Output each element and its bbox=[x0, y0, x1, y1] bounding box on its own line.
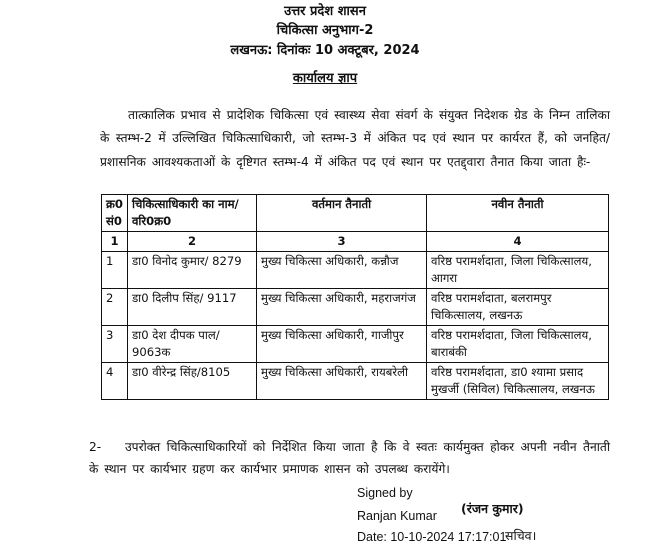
row-officer-name: डा0 देश दीपक पाल/ 9063क bbox=[127, 326, 256, 363]
table-header-row bbox=[102, 195, 609, 232]
column-number: 4 bbox=[427, 232, 609, 252]
signer-designation: सचिव। bbox=[505, 528, 537, 543]
signer-name-english: Ranjan Kumar bbox=[357, 509, 437, 523]
header-officer-name: चिकित्साधिकारी का नाम/ वरि0क्र0 bbox=[127, 195, 256, 232]
instruction-paragraph bbox=[89, 436, 610, 480]
row-new-posting: वरिष्ठ परामर्शदाता, बलरामपुर चिकित्सालय, लखनऊ bbox=[427, 289, 609, 326]
header-section: चिकित्सा अनुभाग-2 bbox=[276, 23, 374, 38]
row-current-posting: मुख्य चिकित्सा अधिकारी, रायबरेली bbox=[257, 363, 427, 400]
row-officer-name: डा0 दिलीप सिंह/ 9117 bbox=[127, 289, 256, 326]
header-place-date: लखनऊ: दिनांकः 10 अक्टूबर, 2024 bbox=[230, 43, 420, 58]
row-serial: 2 bbox=[102, 289, 128, 326]
instruction-text: उपरोक्त चिकित्साधिकारियों को निर्देशित किया जाता है कि वे स्वतः कार्यमुक्त होकर अपनी नवीन तैनाती के स्थान पर कार्यभार ग्रहण कर कार्यभार प्रमाणक शासन को उपलब्ध करायेंगे। bbox=[89, 440, 610, 476]
row-new-posting: वरिष्ठ परामर्शदाता, जिला चिकित्सालय, आगरा bbox=[427, 252, 609, 289]
column-number-row bbox=[102, 232, 609, 252]
signer-name-hindi: (रंजन कुमार) bbox=[461, 501, 524, 516]
header-serial: क्र0 सं0 bbox=[102, 195, 128, 232]
paragraph-number: 2- bbox=[89, 440, 102, 454]
table-row bbox=[102, 289, 609, 326]
row-officer-name: डा0 विनोद कुमार/ 8279 bbox=[127, 252, 256, 289]
row-officer-name: डा0 वीरेन्द्र सिंह/8105 bbox=[127, 363, 256, 400]
row-serial: 4 bbox=[102, 363, 128, 400]
header-new-posting: नवीन तैनाती bbox=[427, 195, 609, 232]
row-serial: 1 bbox=[102, 252, 128, 289]
document-title: कार्यालय ज्ञाप bbox=[292, 71, 358, 86]
column-number: 1 bbox=[102, 232, 128, 252]
row-new-posting: वरिष्ठ परामर्शदाता, डा0 श्यामा प्रसाद मुखर्जी (सिविल) चिकित्सालय, लखनऊ bbox=[427, 363, 609, 400]
table-row bbox=[102, 326, 609, 363]
table-row bbox=[102, 252, 609, 289]
signed-by-label: Signed by bbox=[357, 486, 413, 500]
header-state-government: उत्तर प्रदेश शासन bbox=[284, 4, 366, 19]
posting-table bbox=[101, 194, 609, 400]
intro-paragraph: तात्कालिक प्रभाव से प्रादेशिक चिकित्सा एवं स्वास्थ्य सेवा संवर्ग के संयुक्त निदेशक ग्रेड के निम्न तालिका के स्तम्भ-2 में उल्लिखित चिकित्साधिकारी, जो स्तम्भ-3 में अंकित पद एवं स्थान पर कार्यरत हैं, को जनहित/ प्रशासनिक आवश्यकताओं के दृष्टिगत स्तम्भ-4 में अंकित पद एवं स्थान पर एतद्द्वारा तैनात किया जाता हैः- bbox=[100, 108, 610, 169]
header-current-posting: वर्तमान तैनाती bbox=[257, 195, 427, 232]
signature-date: Date: 10-10-2024 17:17:01 bbox=[357, 530, 507, 544]
table-row bbox=[102, 363, 609, 400]
row-current-posting: मुख्य चिकित्सा अधिकारी, कन्नौज bbox=[257, 252, 427, 289]
row-serial: 3 bbox=[102, 326, 128, 363]
row-current-posting: मुख्य चिकित्सा अधिकारी, महराजगंज bbox=[257, 289, 427, 326]
column-number: 2 bbox=[127, 232, 256, 252]
row-new-posting: वरिष्ठ परामर्शदाता, जिला चिकित्सालय, बाराबंकी bbox=[427, 326, 609, 363]
column-number: 3 bbox=[257, 232, 427, 252]
row-current-posting: मुख्य चिकित्सा अधिकारी, गाजीपुर bbox=[257, 326, 427, 363]
